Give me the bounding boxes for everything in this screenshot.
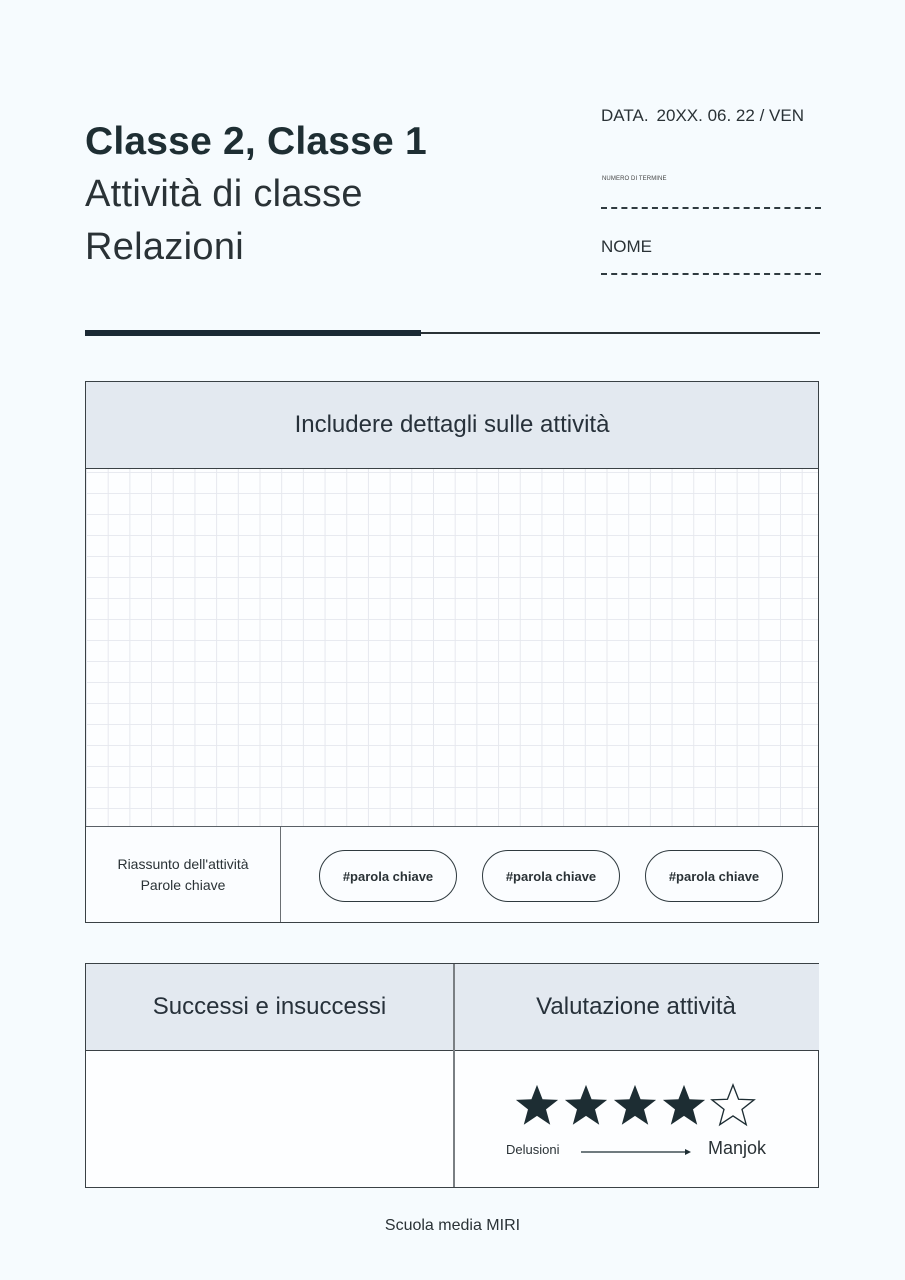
star-filled-icon[interactable]	[514, 1082, 560, 1128]
star-rating[interactable]	[514, 1082, 756, 1128]
name-label: NOME	[601, 237, 652, 256]
scale-high-label: Manjok	[708, 1138, 767, 1158]
summary-label-line1: Riassunto dell'attività	[117, 855, 249, 872]
rating-header: Valutazione attività	[453, 964, 819, 1051]
summary-label	[86, 827, 281, 922]
header-divider-thick	[85, 330, 421, 336]
date-label: DATA.	[601, 106, 649, 125]
page-subtitle: Attività di classe	[85, 173, 363, 215]
evaluation-section	[85, 963, 819, 1188]
keyword-pill[interactable]: #parola chiave	[319, 850, 457, 902]
keyword-pill[interactable]: #parola chiave	[645, 850, 783, 902]
keyword-pill[interactable]: #parola chiave	[482, 850, 620, 902]
evaluation-divider	[453, 964, 455, 1187]
star-filled-icon[interactable]	[661, 1082, 707, 1128]
term-number-label: NUMERO DI TERMINE	[602, 176, 667, 182]
summary-row	[86, 827, 818, 922]
page-title: Classe 2, Classe 1	[85, 120, 427, 163]
school-footer: Scuola media MIRI	[384, 1217, 521, 1234]
successes-header: Successi e insuccessi	[86, 964, 453, 1051]
star-filled-icon[interactable]	[612, 1082, 658, 1128]
activity-details-section	[85, 381, 819, 923]
activity-details-header: Includere dettagli sulle attività	[86, 382, 818, 469]
scale-arrow-icon	[581, 1148, 691, 1156]
scale-low-label: Delusioni	[506, 1142, 560, 1157]
page-subtitle-topic: Relazioni	[85, 226, 245, 268]
date-value: 20XX. 06. 22 / VEN	[656, 106, 804, 125]
term-number-field[interactable]	[601, 207, 821, 209]
star-filled-icon[interactable]	[563, 1082, 609, 1128]
header-divider-thin	[421, 332, 820, 334]
name-field[interactable]	[601, 273, 821, 275]
summary-label-line2: Parole chiave	[140, 876, 226, 893]
activity-details-grid[interactable]	[86, 469, 818, 827]
date-row	[601, 106, 804, 126]
star-empty-icon[interactable]	[710, 1082, 756, 1128]
